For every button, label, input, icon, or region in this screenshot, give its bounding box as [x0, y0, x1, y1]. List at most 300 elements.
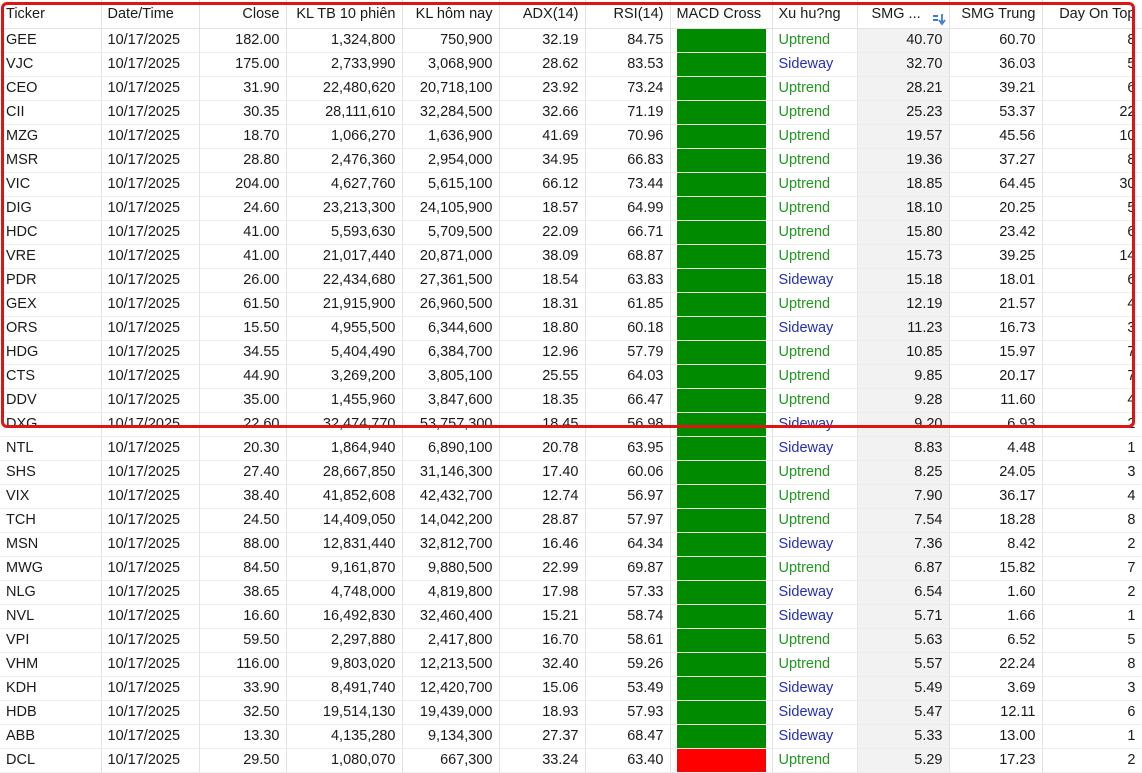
cell-ticker: DXG — [0, 413, 101, 437]
cell-rsi: 63.40 — [585, 749, 670, 773]
cell-ticker: TCH — [0, 509, 101, 533]
cell-adx: 18.80 — [499, 317, 585, 341]
cell-adx: 18.54 — [499, 269, 585, 293]
cell-adx: 12.74 — [499, 485, 585, 509]
cell-close: 33.90 — [199, 677, 286, 701]
macd-signal-fill — [677, 605, 766, 628]
cell-kl-tb-10: 12,831,440 — [286, 533, 402, 557]
cell-smg: 8.83 — [857, 437, 949, 461]
cell-macd-cross — [670, 101, 772, 125]
cell-ticker: ABB — [0, 725, 101, 749]
cell-rsi: 58.61 — [585, 629, 670, 653]
cell-macd-cross — [670, 725, 772, 749]
cell-trend: Uptrend — [772, 485, 857, 509]
cell-trend: Uptrend — [772, 245, 857, 269]
cell-trend: Uptrend — [772, 221, 857, 245]
table-row[interactable] — [0, 125, 1142, 149]
table-row[interactable] — [0, 485, 1142, 509]
cell-rsi: 66.71 — [585, 221, 670, 245]
cell-smg-trung: 22.24 — [949, 653, 1042, 677]
cell-trend: Uptrend — [772, 197, 857, 221]
cell-kl-hom-nay: 53,757,300 — [402, 413, 499, 437]
cell-day-on-top: 2 — [1042, 413, 1142, 437]
cell-ticker: VHM — [0, 653, 101, 677]
cell-ticker: HDB — [0, 701, 101, 725]
cell-macd-cross — [670, 29, 772, 53]
macd-signal-fill — [677, 485, 766, 508]
cell-datetime: 10/17/2025 — [101, 749, 199, 773]
cell-kl-tb-10: 1,455,960 — [286, 389, 402, 413]
cell-datetime: 10/17/2025 — [101, 173, 199, 197]
cell-kl-hom-nay: 2,417,800 — [402, 629, 499, 653]
cell-datetime: 10/17/2025 — [101, 557, 199, 581]
col-header-day-on-top[interactable] — [1042, 0, 1142, 29]
cell-macd-cross — [670, 629, 772, 653]
cell-kl-tb-10: 21,915,900 — [286, 293, 402, 317]
cell-kl-hom-nay: 27,361,500 — [402, 269, 499, 293]
cell-day-on-top: 1 — [1042, 605, 1142, 629]
cell-adx: 16.46 — [499, 533, 585, 557]
cell-close: 175.00 — [199, 53, 286, 77]
cell-datetime: 10/17/2025 — [101, 533, 199, 557]
cell-trend: Uptrend — [772, 629, 857, 653]
cell-trend: Uptrend — [772, 557, 857, 581]
cell-datetime: 10/17/2025 — [101, 125, 199, 149]
cell-smg-trung: 15.97 — [949, 341, 1042, 365]
table-row[interactable] — [0, 341, 1142, 365]
table-row[interactable] — [0, 701, 1142, 725]
col-header-label: Close — [242, 6, 280, 22]
cell-datetime: 10/17/2025 — [101, 365, 199, 389]
cell-close: 38.40 — [199, 485, 286, 509]
macd-signal-fill — [677, 197, 766, 220]
cell-rsi: 71.19 — [585, 101, 670, 125]
cell-kl-hom-nay: 20,871,000 — [402, 245, 499, 269]
cell-datetime: 10/17/2025 — [101, 269, 199, 293]
cell-smg: 7.90 — [857, 485, 949, 509]
cell-trend: Uptrend — [772, 101, 857, 125]
cell-rsi: 68.47 — [585, 725, 670, 749]
col-header-kl-tb-10[interactable] — [286, 0, 402, 29]
cell-kl-tb-10: 22,480,620 — [286, 77, 402, 101]
cell-adx: 22.99 — [499, 557, 585, 581]
cell-ticker: CTS — [0, 365, 101, 389]
cell-macd-cross — [670, 125, 772, 149]
cell-kl-hom-nay: 31,146,300 — [402, 461, 499, 485]
cell-day-on-top: 2 — [1042, 533, 1142, 557]
cell-close: 26.00 — [199, 269, 286, 293]
cell-adx: 15.06 — [499, 677, 585, 701]
cell-close: 30.35 — [199, 101, 286, 125]
cell-rsi: 60.06 — [585, 461, 670, 485]
cell-trend: Sideway — [772, 581, 857, 605]
cell-smg-trung: 24.05 — [949, 461, 1042, 485]
cell-macd-cross — [670, 365, 772, 389]
cell-kl-hom-nay: 667,300 — [402, 749, 499, 773]
cell-datetime: 10/17/2025 — [101, 221, 199, 245]
cell-adx: 28.87 — [499, 509, 585, 533]
cell-datetime: 10/17/2025 — [101, 725, 199, 749]
col-header-label: ADX(14) — [522, 6, 579, 22]
cell-smg: 7.54 — [857, 509, 949, 533]
macd-signal-fill — [677, 413, 766, 436]
cell-kl-tb-10: 9,161,870 — [286, 557, 402, 581]
table-row[interactable] — [0, 221, 1142, 245]
cell-rsi: 58.74 — [585, 605, 670, 629]
cell-kl-hom-nay: 4,819,800 — [402, 581, 499, 605]
col-header-ticker[interactable] — [0, 0, 101, 29]
table-row[interactable] — [0, 173, 1142, 197]
cell-trend: Uptrend — [772, 125, 857, 149]
cell-smg-trung: 60.70 — [949, 29, 1042, 53]
col-header-kl-hom-nay[interactable] — [402, 0, 499, 29]
cell-kl-hom-nay: 24,105,900 — [402, 197, 499, 221]
cell-ticker: CII — [0, 101, 101, 125]
cell-kl-tb-10: 28,111,610 — [286, 101, 402, 125]
cell-day-on-top: 6 — [1042, 221, 1142, 245]
cell-close: 31.90 — [199, 77, 286, 101]
cell-rsi: 66.83 — [585, 149, 670, 173]
macd-signal-fill — [677, 149, 766, 172]
cell-ticker: VPI — [0, 629, 101, 653]
table-row[interactable] — [0, 317, 1142, 341]
cell-smg-trung: 1.66 — [949, 605, 1042, 629]
cell-macd-cross — [670, 53, 772, 77]
cell-rsi: 64.99 — [585, 197, 670, 221]
sort-descending-icon[interactable] — [933, 8, 947, 20]
macd-signal-fill — [677, 293, 766, 316]
col-header-label: Xu hu?ng — [778, 6, 841, 22]
cell-close: 35.00 — [199, 389, 286, 413]
cell-day-on-top: 6 — [1042, 269, 1142, 293]
cell-datetime: 10/17/2025 — [101, 77, 199, 101]
cell-trend: Sideway — [772, 677, 857, 701]
cell-kl-hom-nay: 32,284,500 — [402, 101, 499, 125]
cell-close: 28.80 — [199, 149, 286, 173]
cell-adx: 32.19 — [499, 29, 585, 53]
table-row[interactable] — [0, 509, 1142, 533]
table-row[interactable] — [0, 749, 1142, 773]
cell-close: 24.60 — [199, 197, 286, 221]
cell-rsi: 59.26 — [585, 653, 670, 677]
col-header-rsi[interactable] — [585, 0, 670, 29]
cell-trend: Sideway — [772, 269, 857, 293]
cell-smg: 5.47 — [857, 701, 949, 725]
macd-signal-fill — [677, 653, 766, 676]
cell-kl-tb-10: 41,852,608 — [286, 485, 402, 509]
macd-signal-fill — [677, 317, 766, 340]
cell-ticker: NLG — [0, 581, 101, 605]
cell-macd-cross — [670, 341, 772, 365]
cell-day-on-top: 5 — [1042, 197, 1142, 221]
cell-kl-hom-nay: 3,847,600 — [402, 389, 499, 413]
cell-close: 182.00 — [199, 29, 286, 53]
cell-macd-cross — [670, 413, 772, 437]
cell-smg: 15.73 — [857, 245, 949, 269]
cell-adx: 25.55 — [499, 365, 585, 389]
cell-datetime: 10/17/2025 — [101, 605, 199, 629]
cell-adx: 17.98 — [499, 581, 585, 605]
cell-smg: 7.36 — [857, 533, 949, 557]
cell-kl-hom-nay: 5,615,100 — [402, 173, 499, 197]
cell-kl-tb-10: 1,864,940 — [286, 437, 402, 461]
cell-kl-hom-nay: 5,709,500 — [402, 221, 499, 245]
table-row[interactable] — [0, 653, 1142, 677]
cell-smg-trung: 13.00 — [949, 725, 1042, 749]
cell-trend: Uptrend — [772, 461, 857, 485]
cell-rsi: 60.18 — [585, 317, 670, 341]
cell-kl-tb-10: 4,135,280 — [286, 725, 402, 749]
cell-kl-hom-nay: 32,460,400 — [402, 605, 499, 629]
table-row[interactable] — [0, 101, 1142, 125]
table-row[interactable] — [0, 533, 1142, 557]
cell-smg: 15.18 — [857, 269, 949, 293]
col-header-label: Ticker — [6, 6, 45, 22]
cell-smg-trung: 1.60 — [949, 581, 1042, 605]
cell-trend: Uptrend — [772, 653, 857, 677]
cell-ticker: PDR — [0, 269, 101, 293]
macd-signal-fill — [677, 389, 766, 412]
cell-trend: Sideway — [772, 437, 857, 461]
macd-signal-fill — [677, 245, 766, 268]
cell-smg-trung: 6.52 — [949, 629, 1042, 653]
cell-smg: 9.28 — [857, 389, 949, 413]
cell-kl-hom-nay: 32,812,700 — [402, 533, 499, 557]
cell-smg-trung: 16.73 — [949, 317, 1042, 341]
cell-kl-hom-nay: 26,960,500 — [402, 293, 499, 317]
table-row[interactable] — [0, 461, 1142, 485]
cell-kl-tb-10: 28,667,850 — [286, 461, 402, 485]
macd-signal-fill — [677, 77, 766, 100]
cell-adx: 32.40 — [499, 653, 585, 677]
cell-adx: 41.69 — [499, 125, 585, 149]
cell-ticker: DDV — [0, 389, 101, 413]
macd-signal-fill — [677, 221, 766, 244]
cell-kl-tb-10: 21,017,440 — [286, 245, 402, 269]
cell-kl-tb-10: 4,955,500 — [286, 317, 402, 341]
cell-close: 16.60 — [199, 605, 286, 629]
cell-rsi: 73.44 — [585, 173, 670, 197]
col-header-adx[interactable] — [499, 0, 585, 29]
cell-macd-cross — [670, 581, 772, 605]
cell-ticker: MSR — [0, 149, 101, 173]
macd-signal-fill — [677, 365, 766, 388]
cell-adx: 20.78 — [499, 437, 585, 461]
cell-rsi: 56.97 — [585, 485, 670, 509]
cell-adx: 34.95 — [499, 149, 585, 173]
table-row[interactable] — [0, 557, 1142, 581]
cell-macd-cross — [670, 245, 772, 269]
col-header-xu-huong[interactable] — [772, 0, 857, 29]
cell-kl-tb-10: 8,491,740 — [286, 677, 402, 701]
table-row[interactable] — [0, 53, 1142, 77]
cell-kl-tb-10: 2,476,360 — [286, 149, 402, 173]
cell-macd-cross — [670, 197, 772, 221]
cell-ticker: NTL — [0, 437, 101, 461]
cell-ticker: SHS — [0, 461, 101, 485]
cell-macd-cross — [670, 557, 772, 581]
cell-datetime: 10/17/2025 — [101, 317, 199, 341]
cell-ticker: MWG — [0, 557, 101, 581]
cell-macd-cross — [670, 461, 772, 485]
macd-signal-fill — [677, 269, 766, 292]
cell-smg-trung: 36.17 — [949, 485, 1042, 509]
table-row[interactable] — [0, 293, 1142, 317]
table-row[interactable] — [0, 629, 1142, 653]
table-row[interactable] — [0, 149, 1142, 173]
cell-smg-trung: 37.27 — [949, 149, 1042, 173]
cell-close: 27.40 — [199, 461, 286, 485]
cell-rsi: 73.24 — [585, 77, 670, 101]
macd-signal-fill — [677, 749, 766, 772]
cell-trend: Sideway — [772, 605, 857, 629]
cell-macd-cross — [670, 293, 772, 317]
col-header-datetime[interactable] — [101, 0, 199, 29]
table-row[interactable] — [0, 29, 1142, 53]
cell-kl-tb-10: 3,269,200 — [286, 365, 402, 389]
cell-macd-cross — [670, 269, 772, 293]
table-row[interactable] — [0, 725, 1142, 749]
cell-kl-tb-10: 4,627,760 — [286, 173, 402, 197]
cell-smg: 28.21 — [857, 77, 949, 101]
cell-close: 84.50 — [199, 557, 286, 581]
cell-rsi: 64.03 — [585, 365, 670, 389]
cell-smg: 10.85 — [857, 341, 949, 365]
cell-trend: Uptrend — [772, 341, 857, 365]
cell-ticker: DCL — [0, 749, 101, 773]
cell-kl-hom-nay: 3,068,900 — [402, 53, 499, 77]
cell-smg-trung: 6.93 — [949, 413, 1042, 437]
cell-adx: 33.24 — [499, 749, 585, 773]
cell-rsi: 57.33 — [585, 581, 670, 605]
cell-ticker: MZG — [0, 125, 101, 149]
macd-signal-fill — [677, 125, 766, 148]
cell-trend: Sideway — [772, 317, 857, 341]
cell-kl-tb-10: 23,213,300 — [286, 197, 402, 221]
macd-signal-fill — [677, 557, 766, 580]
cell-macd-cross — [670, 485, 772, 509]
table-row[interactable] — [0, 677, 1142, 701]
cell-kl-hom-nay: 19,439,000 — [402, 701, 499, 725]
cell-day-on-top: 1 — [1042, 437, 1142, 461]
cell-smg-trung: 18.28 — [949, 509, 1042, 533]
cell-adx: 32.66 — [499, 101, 585, 125]
cell-macd-cross — [670, 701, 772, 725]
col-header-label: SMG ... — [871, 6, 921, 22]
cell-macd-cross — [670, 317, 772, 341]
cell-kl-hom-nay: 12,213,500 — [402, 653, 499, 677]
cell-close: 41.00 — [199, 245, 286, 269]
cell-day-on-top: 30 — [1042, 173, 1142, 197]
cell-macd-cross — [670, 437, 772, 461]
cell-rsi: 69.87 — [585, 557, 670, 581]
cell-day-on-top: 5 — [1042, 629, 1142, 653]
col-header-macd-cross[interactable] — [670, 0, 772, 29]
cell-datetime: 10/17/2025 — [101, 341, 199, 365]
cell-smg-trung: 64.45 — [949, 173, 1042, 197]
cell-trend: Sideway — [772, 53, 857, 77]
cell-macd-cross — [670, 173, 772, 197]
cell-trend: Uptrend — [772, 365, 857, 389]
cell-smg: 15.80 — [857, 221, 949, 245]
cell-smg: 5.57 — [857, 653, 949, 677]
cell-datetime: 10/17/2025 — [101, 509, 199, 533]
cell-day-on-top: 3 — [1042, 317, 1142, 341]
cell-datetime: 10/17/2025 — [101, 701, 199, 725]
macd-signal-fill — [677, 509, 766, 532]
cell-macd-cross — [670, 533, 772, 557]
cell-kl-tb-10: 1,324,800 — [286, 29, 402, 53]
cell-day-on-top: 3 — [1042, 461, 1142, 485]
cell-trend: Uptrend — [772, 29, 857, 53]
macd-signal-fill — [677, 173, 766, 196]
cell-smg: 11.23 — [857, 317, 949, 341]
table-row[interactable] — [0, 413, 1142, 437]
cell-close: 24.50 — [199, 509, 286, 533]
cell-adx: 16.70 — [499, 629, 585, 653]
cell-kl-tb-10: 4,748,000 — [286, 581, 402, 605]
cell-ticker: VIC — [0, 173, 101, 197]
cell-day-on-top: 14 — [1042, 245, 1142, 269]
cell-rsi: 63.83 — [585, 269, 670, 293]
col-header-smg[interactable] — [857, 0, 949, 29]
cell-kl-tb-10: 9,803,020 — [286, 653, 402, 677]
cell-smg-trung: 20.25 — [949, 197, 1042, 221]
table-row[interactable] — [0, 605, 1142, 629]
cell-smg-trung: 17.23 — [949, 749, 1042, 773]
col-header-label: RSI(14) — [613, 6, 664, 22]
col-header-smg-trung[interactable] — [949, 0, 1042, 29]
col-header-close[interactable] — [199, 0, 286, 29]
cell-close: 20.30 — [199, 437, 286, 461]
table-row[interactable] — [0, 389, 1142, 413]
cell-smg-trung: 20.17 — [949, 365, 1042, 389]
cell-smg: 6.54 — [857, 581, 949, 605]
table-row[interactable] — [0, 245, 1142, 269]
cell-rsi: 61.85 — [585, 293, 670, 317]
cell-rsi: 63.95 — [585, 437, 670, 461]
cell-datetime: 10/17/2025 — [101, 461, 199, 485]
cell-smg-trung: 18.01 — [949, 269, 1042, 293]
cell-kl-hom-nay: 6,890,100 — [402, 437, 499, 461]
cell-trend: Uptrend — [772, 77, 857, 101]
cell-adx: 18.45 — [499, 413, 585, 437]
table-row[interactable] — [0, 197, 1142, 221]
cell-rsi: 64.34 — [585, 533, 670, 557]
cell-smg-trung: 12.11 — [949, 701, 1042, 725]
table-row[interactable] — [0, 581, 1142, 605]
cell-smg-trung: 23.42 — [949, 221, 1042, 245]
cell-kl-hom-nay: 750,900 — [402, 29, 499, 53]
cell-day-on-top: 8 — [1042, 29, 1142, 53]
cell-kl-hom-nay: 2,954,000 — [402, 149, 499, 173]
cell-datetime: 10/17/2025 — [101, 629, 199, 653]
macd-signal-fill — [677, 629, 766, 652]
table-row[interactable] — [0, 437, 1142, 461]
cell-kl-hom-nay: 9,880,500 — [402, 557, 499, 581]
cell-kl-tb-10: 19,514,130 — [286, 701, 402, 725]
cell-macd-cross — [670, 653, 772, 677]
cell-datetime: 10/17/2025 — [101, 101, 199, 125]
table-row[interactable] — [0, 77, 1142, 101]
cell-kl-tb-10: 1,066,270 — [286, 125, 402, 149]
cell-datetime: 10/17/2025 — [101, 677, 199, 701]
cell-kl-hom-nay: 6,344,600 — [402, 317, 499, 341]
cell-day-on-top: 4 — [1042, 389, 1142, 413]
table-row[interactable] — [0, 365, 1142, 389]
table-row[interactable] — [0, 269, 1142, 293]
cell-smg: 19.57 — [857, 125, 949, 149]
